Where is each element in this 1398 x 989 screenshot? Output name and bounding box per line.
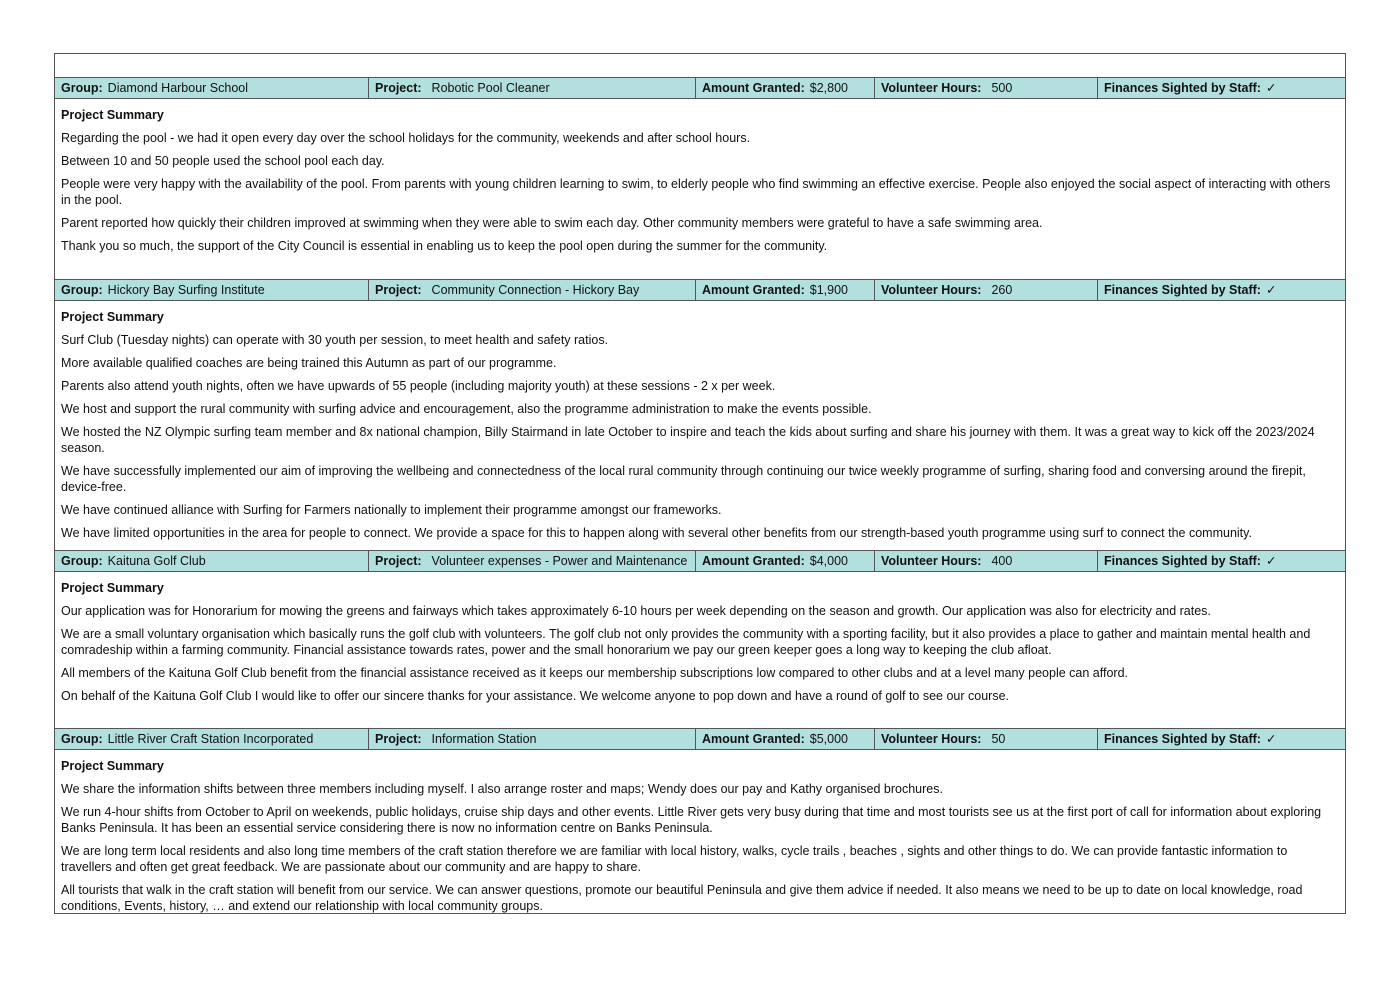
group-value: Hickory Bay Surfing Institute (107, 283, 265, 297)
summary-paragraph: People were very happy with the availability of the pool. From parents with young children learning to swim, to elderly people who find swimming an effective exercise. People also enjoyed the social aspect of interacting with others in the pool. (61, 177, 1331, 207)
group-label: Group: (61, 554, 103, 568)
finances-cell (1098, 551, 1345, 571)
hours-cell (875, 729, 1098, 749)
group-cell (55, 729, 369, 749)
hours-value: 400 (991, 554, 1013, 568)
group-cell (55, 551, 369, 571)
project-label: Project: (375, 81, 422, 95)
summary-paragraph: We have limited opportunities in the area for people to connect. We provide a space for this to happen along with several other benefits from our strength-based youth programme using surf to connect the community. (61, 526, 1252, 540)
project-summary (61, 758, 1337, 921)
finances-check: ✓ (1265, 732, 1277, 746)
summary-paragraph: We hosted the NZ Olympic surfing team member and 8x national champion, Billy Stairmand in late October to inspire and teach the kids about surfing and share his journey with them. It was a great way to kick off the 2023/2024 season. (61, 425, 1315, 455)
project-summary (61, 580, 1337, 711)
summary-paragraph: We share the information shifts between three members including myself. I also arrange roster and maps; Wendy does our pay and Kathy organised brochures. (61, 782, 943, 796)
summary-heading: Project Summary (61, 581, 164, 595)
summary-heading: Project Summary (61, 108, 164, 122)
group-label: Group: (61, 81, 103, 95)
hours-value: 500 (991, 81, 1013, 95)
summary-paragraph: We host and support the rural community with surfing advice and encouragement, also the programme administration to make the events possible. (61, 402, 872, 416)
summary-paragraph: Parent reported how quickly their children improved at swimming when they were able to swim each day. Other community members were grateful to have a safe swimming area. (61, 216, 1043, 230)
finances-cell (1098, 78, 1345, 98)
summary-paragraph: All tourists that walk in the craft station will benefit from our service. We can answer questions, promote our beautiful Peninsula and give them advice if needed. It also means we need to be up to date on local knowledge, road conditions, Events, history, … and extend our relationship with local community groups. (61, 883, 1303, 913)
hours-value: 50 (991, 732, 1006, 746)
summary-paragraph: Our application was for Honorarium for mowing the greens and fairways which takes approximately 6-10 hours per week depending on the season and growth. Our application was also for electricity and rates. (61, 604, 1211, 618)
group-cell (55, 280, 369, 300)
project-cell (369, 280, 696, 300)
summary-paragraph: Between 10 and 50 people used the school pool each day. (61, 154, 385, 168)
project-cell (369, 729, 696, 749)
finances-cell (1098, 280, 1345, 300)
group-value: Little River Craft Station Incorporated (107, 732, 314, 746)
amount-cell (696, 280, 875, 300)
hours-label: Volunteer Hours: (881, 81, 982, 95)
finances-check: ✓ (1265, 554, 1277, 568)
project-value: Volunteer expenses - Power and Maintenance (431, 554, 688, 568)
hours-value: 260 (991, 283, 1013, 297)
finances-label: Finances Sighted by Staff: (1104, 283, 1261, 297)
amount-value: $4,000 (809, 554, 849, 568)
group-label: Group: (61, 283, 103, 297)
project-label: Project: (375, 732, 422, 746)
hours-cell (875, 551, 1098, 571)
summary-paragraph: We are a small voluntary organisation which basically runs the golf club with volunteers. The golf club not only provides the community with a sporting facility, but it also provides a place to gather and maintain mental health and comradeship within a farming community. Financial assistance towards rates, power and the small honorarium we pay our green keeper goes a long way to keeping the club afloat. (61, 627, 1311, 657)
group-label: Group: (61, 732, 103, 746)
summary-heading: Project Summary (61, 759, 164, 773)
summary-paragraph: More available qualified coaches are being trained this Autumn as part of our programme. (61, 356, 557, 370)
amount-label: Amount Granted: (702, 732, 805, 746)
summary-paragraph: We have successfully implemented our aim of improving the wellbeing and connectedness of the local rural community through continuing our twice weekly programme of surfing, sharing food and conversing around the firepit, device-free. (61, 464, 1306, 494)
amount-label: Amount Granted: (702, 283, 805, 297)
hours-cell (875, 280, 1098, 300)
amount-value: $1,900 (809, 283, 849, 297)
amount-cell (696, 551, 875, 571)
project-summary (61, 309, 1337, 548)
finances-check: ✓ (1265, 81, 1277, 95)
hours-label: Volunteer Hours: (881, 732, 982, 746)
amount-cell (696, 729, 875, 749)
project-cell (369, 78, 696, 98)
project-value: Information Station (431, 732, 537, 746)
hours-label: Volunteer Hours: (881, 283, 982, 297)
finances-label: Finances Sighted by Staff: (1104, 554, 1261, 568)
project-cell (369, 551, 696, 571)
project-label: Project: (375, 283, 422, 297)
finances-label: Finances Sighted by Staff: (1104, 81, 1261, 95)
group-cell (55, 78, 369, 98)
amount-label: Amount Granted: (702, 81, 805, 95)
summary-paragraph: We run 4-hour shifts from October to April on weekends, public holidays, cruise ship days and other events. Little River gets very busy during that time and most tourists see us at the first port of call for information about exploring Banks Peninsula. It has been an essential service considering there is now no information centre on Banks Peninsula. (61, 805, 1322, 835)
record-header (55, 728, 1345, 750)
record-header (55, 279, 1345, 301)
summary-paragraph: Regarding the pool - we had it open every day over the school holidays for the community, weekends and after school hours. (61, 131, 751, 145)
record-header (55, 77, 1345, 99)
project-value: Community Connection - Hickory Bay (431, 283, 640, 297)
finances-label: Finances Sighted by Staff: (1104, 732, 1261, 746)
record-header (55, 550, 1345, 572)
group-value: Kaituna Golf Club (107, 554, 206, 568)
summary-paragraph: We are long term local residents and also long time members of the craft station therefore we are familiar with local history, walks, cycle trails , beaches , sights and other things to do. We can provide fantastic information to travellers and often get great feedback. We are passionate about our community and are happy to share. (61, 844, 1288, 874)
group-value: Diamond Harbour School (107, 81, 249, 95)
amount-cell (696, 78, 875, 98)
amount-label: Amount Granted: (702, 554, 805, 568)
summary-heading: Project Summary (61, 310, 164, 324)
summary-paragraph: We have continued alliance with Surfing for Farmers nationally to implement their programme amongst our frameworks. (61, 503, 722, 517)
project-summary (61, 107, 1337, 261)
hours-label: Volunteer Hours: (881, 554, 982, 568)
finances-cell (1098, 729, 1345, 749)
hours-cell (875, 78, 1098, 98)
grant-report-document (54, 53, 1346, 914)
amount-value: $2,800 (809, 81, 849, 95)
summary-paragraph: On behalf of the Kaituna Golf Club I would like to offer our sincere thanks for your assistance. We welcome anyone to pop down and have a round of golf to see our course. (61, 689, 1010, 703)
project-value: Robotic Pool Cleaner (431, 81, 550, 95)
summary-paragraph: Surf Club (Tuesday nights) can operate with 30 youth per session, to meet health and safety ratios. (61, 333, 609, 347)
summary-paragraph: Thank you so much, the support of the City Council is essential in enabling us to keep the pool open during the summer for the community. (61, 239, 828, 253)
amount-value: $5,000 (809, 732, 849, 746)
summary-paragraph: Parents also attend youth nights, often we have upwards of 55 people (including majority youth) at these sessions - 2 x per week. (61, 379, 776, 393)
finances-check: ✓ (1265, 283, 1277, 297)
project-label: Project: (375, 554, 422, 568)
summary-paragraph: All members of the Kaituna Golf Club benefit from the financial assistance received as it keeps our membership subscriptions low compared to other clubs and at a level many people can afford. (61, 666, 1128, 680)
